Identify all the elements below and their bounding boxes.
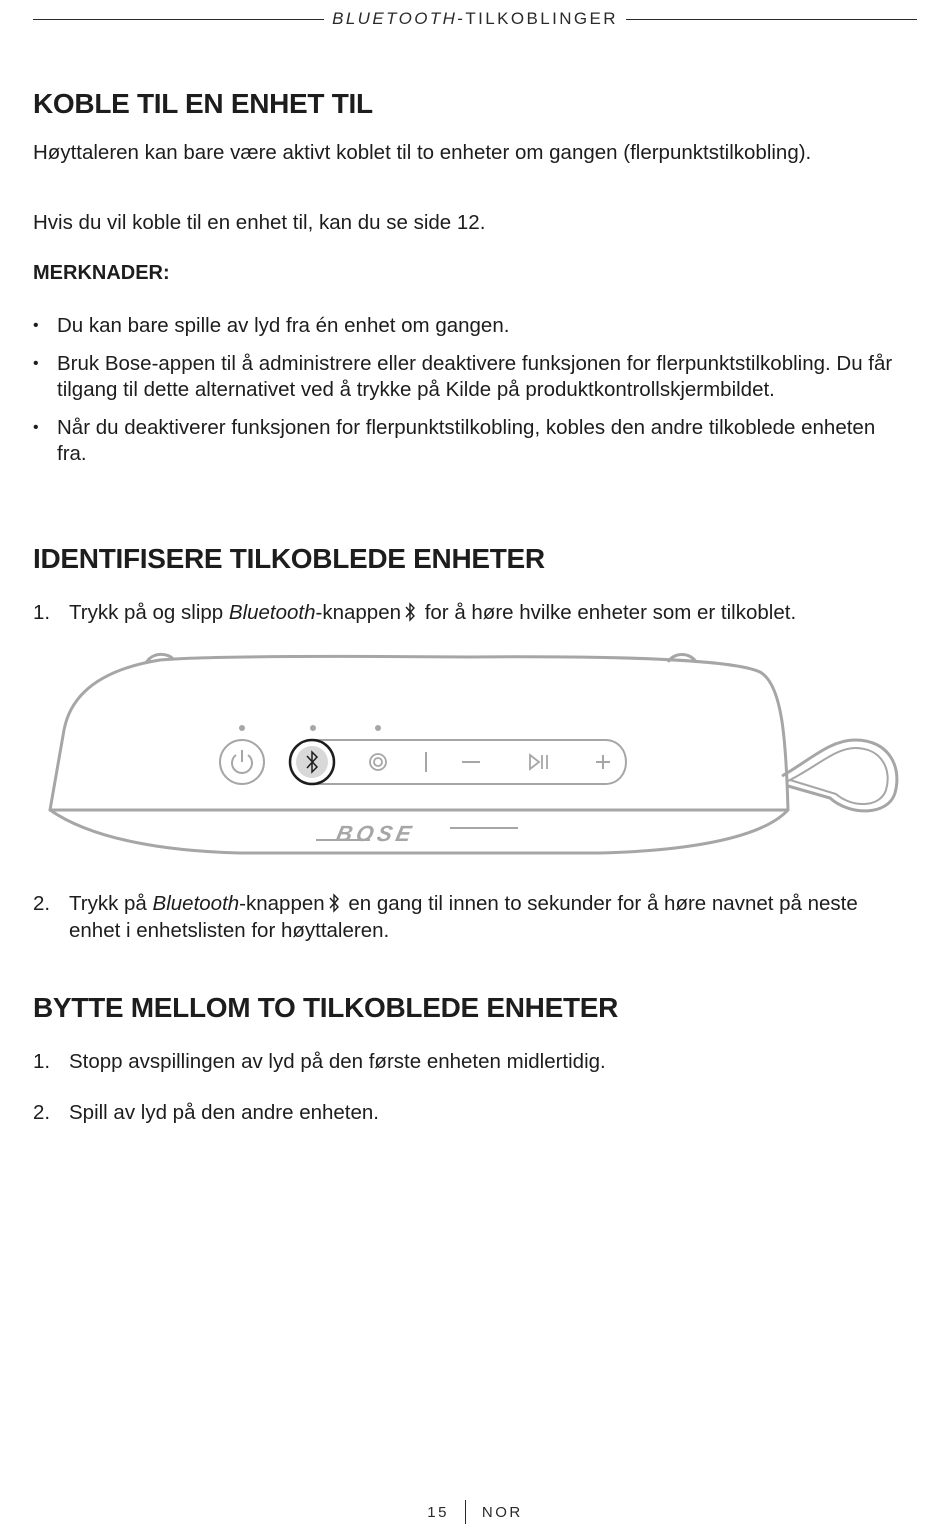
bluetooth-icon <box>403 602 417 622</box>
language-code: NOR <box>481 1503 523 1521</box>
bullet: • <box>33 355 39 372</box>
bullet: • <box>33 317 39 334</box>
header-rule-left <box>33 19 324 20</box>
section-heading-connect-another: KOBLE TIL EN ENHET TIL <box>33 88 373 119</box>
section-heading-switch-devices: BYTTE MELLOM TO TILKOBLEDE ENHETER <box>33 992 619 1023</box>
header-rule-right <box>626 19 917 20</box>
led-dot <box>310 725 316 731</box>
notes-list <box>33 313 903 479</box>
led-dot <box>239 725 245 731</box>
bullet: • <box>33 419 39 436</box>
bluetooth-icon <box>290 740 334 784</box>
section-heading-identify-devices: IDENTIFISERE TILKOBLEDE ENHETER <box>33 543 545 574</box>
bose-logo <box>316 821 518 846</box>
running-header <box>33 8 917 30</box>
bluetooth-icon <box>327 893 341 913</box>
speaker-strap-inner <box>786 748 888 804</box>
step-identify-2: 2. Trykk på Bluetooth-knappen en gang til innen to sekunder for å høre navnet på neste enhet i enhetslisten for høyttaleren. <box>33 892 858 942</box>
header-title: BLUETOOTH-TILKOBLINGER <box>332 9 618 28</box>
note-item: • Når du deaktiverer funksjonen for flerpunktstilkobling, kobles den andre tilkoblede enheten fra. <box>33 416 876 465</box>
paragraph-see-page: Hvis du vil koble til en enhet til, kan du se side 12. <box>33 211 486 234</box>
speaker-illustration <box>40 648 910 863</box>
source-icon <box>370 754 386 770</box>
notes-label: MERKNADER: <box>33 262 170 284</box>
page-number: 15 <box>427 1503 449 1521</box>
note-item: • Du kan bare spille av lyd fra én enhet om gangen. <box>33 314 510 337</box>
step-switch-2: 2. Spill av lyd på den andre enheten. <box>33 1101 380 1124</box>
step-switch-1: 1. Stopp avspillingen av lyd på den første enheten midlertidig. <box>33 1050 606 1073</box>
speaker-body-outline <box>50 656 788 853</box>
volume-up-icon <box>596 755 610 769</box>
footer-separator <box>465 1500 466 1524</box>
play-pause-icon <box>530 755 547 769</box>
paragraph-multipoint: Høyttaleren kan bare være aktivt koblet til to enheter om gangen (flerpunktstilkobling). <box>33 141 812 164</box>
step-identify-1: 1. Trykk på og slipp Bluetooth-knappen for å høre hvilke enheter som er tilkoblet. <box>33 601 797 624</box>
led-dot <box>375 725 381 731</box>
note-item: • Bruk Bose-appen til å administrere eller deaktivere funksjonen for flerpunktstilkobling. Du får tilgang til dette alternativet ved å trykke på Kilde på produktkontrollskjermbildet. <box>33 352 893 401</box>
page-footer <box>0 1500 950 1524</box>
power-icon <box>220 740 264 784</box>
bose-logo-text: BOSE <box>333 821 418 846</box>
